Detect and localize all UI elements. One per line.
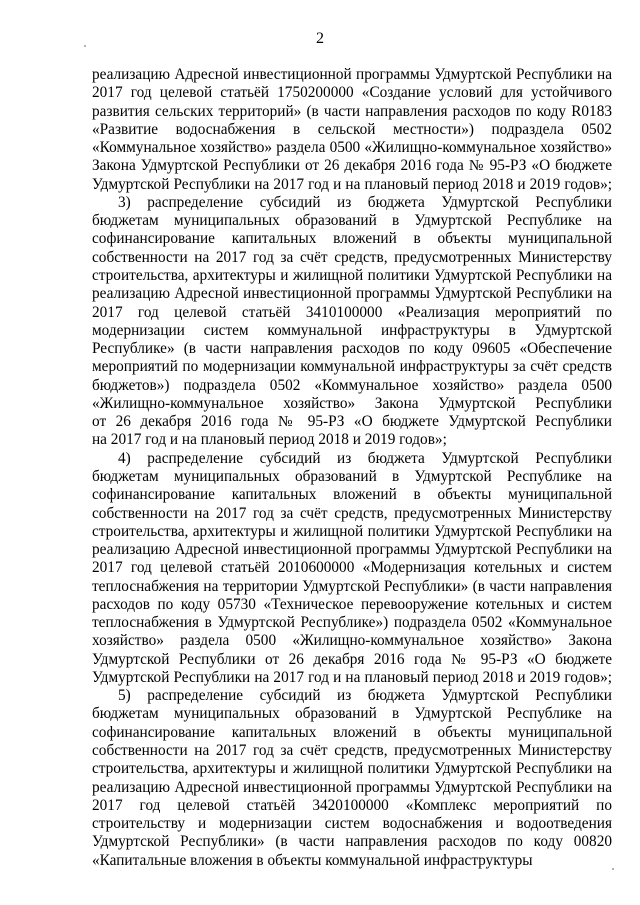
text-line: бюджетов») подраздела 0502 «Коммунальное хозяйство» раздела 0500	[92, 376, 612, 394]
text-line: мероприятий по модернизации коммунальной инфраструктуры за счёт средств	[92, 358, 612, 376]
text-line: «Развитие водоснабжения в сельской местности») подраздела 0502	[92, 120, 612, 138]
text-line: от 26 декабря 2016 года № 95-РЗ «О бюджете Удмуртской Республики	[92, 413, 612, 431]
text-line: теплоснабжения в Удмуртской Республике») подраздела 0502 «Коммунальное	[92, 614, 612, 632]
text-line: Республике» (в части направления расходов по коду 09605 «Обеспечение	[92, 340, 612, 358]
text-line: софинансирование капитальных вложений в объекты муниципальной	[92, 723, 612, 741]
text-line: бюджетам муниципальных образований в Удмуртской Республике на	[92, 705, 612, 723]
page-number: 2	[316, 30, 324, 47]
text-line: теплоснабжения на территории Удмуртской Республики» (в части направления	[92, 577, 612, 595]
text-line: бюджетам муниципальных образований в Удмуртской Республике на	[92, 467, 612, 485]
text-line: строительства, архитектуры и жилищной политики Удмуртской Республики на	[92, 760, 612, 778]
text-line: собственности на 2017 год за счёт средств, предусмотренных Министерству	[92, 742, 612, 759]
text-line: 4) распределение субсидий из бюджета Удмуртской Республики	[118, 449, 612, 467]
text-line: 2017 год целевой статьёй 3420100000 «Комплекс мероприятий по	[92, 796, 612, 814]
text-line: развития сельских территорий» (в части направления расходов по коду R0183	[92, 102, 612, 120]
text-line: хозяйство» раздела 0500 «Жилищно-коммунальное хозяйство» Закона	[92, 632, 612, 650]
text-line: софинансирование капитальных вложений в объекты муниципальной	[92, 230, 612, 248]
text-line: Удмуртской Республики» (в части направления расходов по коду 00820	[92, 833, 612, 851]
scan-speck	[612, 868, 614, 870]
text-line: собственности на 2017 год за счёт средств, предусмотренных Министерству	[92, 248, 612, 266]
text-line: собственности на 2017 год за счёт средств, предусмотренных Министерству	[92, 504, 612, 522]
text-line: Удмуртской Республики на 2017 год и на плановый период 2018 и 2019 годов»;	[92, 668, 612, 686]
text-line: на 2017 год и на плановый период 2018 и 2019 годов»;	[92, 431, 447, 449]
text-line: модернизации систем коммунальной инфраструктуры в Удмуртской	[92, 321, 612, 339]
text-line: 2017 год целевой статьёй 3410100000 «Реализация мероприятий по	[92, 303, 612, 321]
text-line: 2017 год целевой статьёй 2010600000 «Модернизация котельных и систем	[92, 559, 612, 577]
text-line: реализацию Адресной инвестиционной программы Удмуртской Республики на	[92, 66, 612, 83]
text-line: 5) распределение субсидий из бюджета Удмуртской Республики	[118, 687, 612, 705]
text-line: строительства, архитектуры и жилищной политики Удмуртской Республики на	[92, 522, 612, 540]
text-line: 2017 год целевой статьёй 1750200000 «Создание условий для устойчивого	[92, 84, 612, 102]
text-line: Удмуртской Республики на 2017 год и на плановый период 2018 и 2019 годов»;	[92, 175, 612, 193]
text-line: реализацию Адресной инвестиционной программы Удмуртской Республики на	[92, 541, 612, 558]
text-line: Закона Удмуртской Республики от 26 декабря 2016 года № 95-РЗ «О бюджете	[92, 157, 612, 175]
text-line: строительству и модернизации систем водоснабжения и водоотведения	[92, 815, 612, 833]
text-line: реализацию Адресной инвестиционной программы Удмуртской Республики на	[92, 778, 612, 796]
text-line: строительства, архитектуры и жилищной политики Удмуртской Республики на	[92, 267, 612, 284]
text-line: Удмуртской Республики от 26 декабря 2016 года № 95-РЗ «О бюджете	[92, 650, 612, 668]
text-line: софинансирование капитальных вложений в объекты муниципальной	[92, 486, 612, 504]
text-line: расходов по коду 05730 «Техническое перевооружение котельных и систем	[92, 595, 612, 613]
text-line: 3) распределение субсидий из бюджета Удмуртской Республики	[118, 193, 612, 211]
text-line: «Коммунальное хозяйство» раздела 0500 «Жилищно-коммунальное хозяйство»	[92, 139, 612, 157]
text-line: реализацию Адресной инвестиционной программы Удмуртской Республики на	[92, 285, 612, 303]
text-line: «Жилищно-коммунальное хозяйство» Закона Удмуртской Республики	[92, 394, 612, 412]
text-line: «Капитальные вложения в объекты коммунальной инфраструктуры	[92, 851, 533, 869]
text-line: бюджетам муниципальных образований в Удмуртской Республике на	[92, 212, 612, 230]
